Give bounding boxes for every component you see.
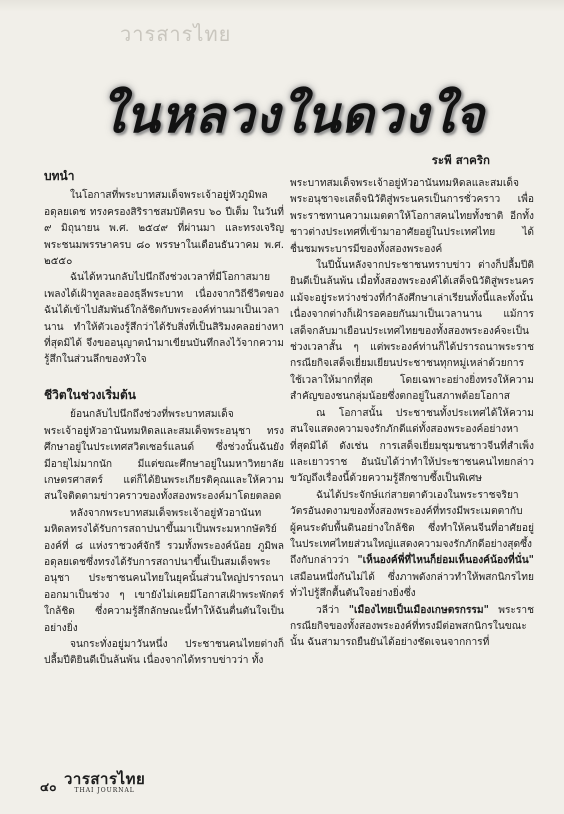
quote-siblings: "เห็นองค์พี่ที่ไหนก็ย่อมเห็นองค์น้องที่นั่น" xyxy=(357,555,534,567)
early-life-paragraph-3: จนกระทั่งอยู่มาวันหนึ่ง ประชาชนคนไทยต่างก็ปลื้มปีติยินดีเป็นล้นพ้น เนื่องจากได้ทราบข่าวว่า ทั้ง xyxy=(44,638,284,667)
author-byline: ระพี สาคริก xyxy=(431,153,490,167)
quote-agriculture: "เมืองไทยเป็นเมืองเกษตรกรรม" xyxy=(348,604,489,616)
left-column xyxy=(44,168,284,670)
right-paragraph-3: ณ โอกาสนั้น ประชาชนทั้งประเทศได้ให้ความสนใจแสดงความจงรักภักดีแด่ทั้งสองพระองค์อย่างหาที่สุดมิได้ ดังเช่น การเสด็จเยี่ยมชุมชนชาวจีนที่สำเพ็งและเยาวราช อันนับได้ว่าทำให้ประชาชนคนไทยกล่าวขวัญถึงเรื่องนี้ด้วยความรู้สึกซาบซึ้งเป็นพิเศษ xyxy=(290,407,534,485)
early-life-paragraph-1: ย้อนกลับไปนึกถึงช่วงที่พระบาทสมเด็จพระเจ้าอยู่หัวอานันทมหิดลและสมเด็จพระอนุชา ทรงศึกษาอยู่ในประเทศสวิตเซอร์แลนด์ ซึ่งช่วงนั้นฉันยังมีอายุไม่มากนัก มีแต่ขณะศึกษาอยู่ในมหาวิทยาลัยเกษตรศาสตร์ แต่ก็ได้ยินพระเกียรติคุณและให้ความสนใจติดตามข่าวคราวของทั้งสองพระองค์มาโดยตลอด xyxy=(44,409,284,503)
article-title: ในหลวงในดวงใจ xyxy=(100,85,485,144)
ghost-header-text: วารสารไทย xyxy=(120,22,232,46)
p4-text-b: เสมือนหนึ่งกันไม่ได้ ซึ่งภาพดังกล่าวทำให้พสกนิกรไทยทั่วไปรู้สึกตื้นตันใจอย่างยิ่งซึ่ง xyxy=(290,571,534,600)
early-life-paragraph-2: หลังจากพระบาทสมเด็จพระเจ้าอยู่หัวอานันทมหิดลทรงได้รับการสถาปนาขึ้นมาเป็นพระมหากษัตริย์องค์ที่ ๘ แห่งราชวงศ์จักรี รวมทั้งพระองค์น้อย ภูมิพลอดุลยเดชซึ่งทรงได้รับการสถาปนาขึ้นเป็นสมเด็จพระอนุชา ประชาชนคนไทยในยุคนั้นส่วนใหญ่ปรารถนาออกมาเป็นช่วง ๆ เขายังไม่เคยมีโอกาสเฝ้าพระพักตร์ใกล้ชิด ซึ่งความรู้สึกลักษณะนี้ทำให้ฉันตื่นตันใจเป็นอย่างยิ่ง xyxy=(44,507,284,634)
top-edge xyxy=(0,0,564,12)
p5-text-b: พระราชกรณียกิจของทั้งสองพระองค์ที่ทรงมีต่อพสกนิกรในขณะนั้น ฉันสามารถยืนยันได้อย่างชัดเจนจากการที่ xyxy=(290,604,534,649)
p5-text-a: วลีว่า xyxy=(316,604,349,616)
right-paragraph-5 xyxy=(290,603,534,652)
intro-paragraph-2: ฉันได้หวนกลับไปนึกถึงช่วงเวลาที่มีโอกาสมายเพลงได้เฝ้าทูลละอองธุลีพระบาท เนื่องจากวิถีชีวิตของฉันได้เข้าไปสัมพันธ์ใกล้ชิดกับพระองค์ท่านมาเป็นเวลานาน ทำให้ตัวเองรู้สึกว่าได้รับสิ่งที่เป็นสิริมงคลอย่างหาที่สุดมิได้ จึงขออนุญาตนำมาเขียนบันทึกลงไว้จากความรู้สึกในส่วนลึกของหัวใจ xyxy=(44,272,284,366)
p4-text-a: ฉันได้ประจักษ์แก่สายตาตัวเองในพระราชจริยาวัตรอันงดงามของทั้งสองพระองค์ที่ทรงมีพระเมตตากับผู้คนระดับพื้นดินอย่างใกล้ชิด ซึ่งทำให้คนจีนที่อาศัยอยู่ในประเทศไทยส่วนใหญ่แสดงความจงรักภักดีอย่างสุดซึ้ง ถึงกับกล่าวว่า xyxy=(290,489,534,567)
magazine-logo xyxy=(64,772,145,794)
intro-heading: บทนำ xyxy=(44,169,75,183)
right-paragraph-2: ในปีนั้นหลังจากประชาชนทราบข่าว ต่างก็ปลื้มปีติยินดีเป็นล้นพ้น เมื่อทั้งสองพระองค์ได้เสด็จนิวัติสู่พระนคร แม้จะอยู่ระหว่างช่วงที่กำลังศึกษาเล่าเรียนทั้งนี้และทั้งนั้นเนื่องจากต่างก็เฝ้ารอคอยกันมาเป็นเวลานาน แม้การเสด็จกลับมาเยือนประเทศไทยของทั้งสองพระองค์จะเป็นช่วงเวลาสั้น ๆ แต่พระองค์ท่านก็ได้ปรารถนาพระราชกรณียกิจเสด็จเยี่ยมเยียนประชาชนทุกหมู่เหล่าด้วยการใช้เวลาให้มากที่สุด โดยเฉพาะอย่างยิ่งทรงให้ความสำคัญของชนกลุ่มน้อยซึ่งตกอยู่ในสภาพด้อยโอกาส xyxy=(290,260,534,403)
magazine-name-thai: วารสารไทย xyxy=(64,770,146,788)
page-number: ๔๐ xyxy=(40,780,57,794)
intro-paragraph-1: ในโอกาสที่พระบาทสมเด็จพระเจ้าอยู่หัวภูมิพลอดุลยเดช ทรงครองสิริราชสมบัติครบ ๖๐ ปีเต็ม ในวันที่ ๙ มิถุนายน พ.ศ. ๒๕๔๙ ที่ผ่านมา และทรงเจริญพระชนมพรรษาครบ ๘๐ พรรษาในเดือนธันวาคม พ.ศ. ๒๕๕๐ xyxy=(44,190,284,268)
right-paragraph-4 xyxy=(290,488,534,603)
magazine-name-english: THAI JOURNAL xyxy=(74,787,135,794)
early-life-heading: ชีวิตในช่วงเริ่มต้น xyxy=(44,387,136,402)
right-paragraph-1: พระบาทสมเด็จพระเจ้าอยู่หัวอานันทมหิดลและสมเด็จพระอนุชาจะเสด็จนิวัติสู่พระนครเป็นการชั่วคราว เพื่อพระราชทานความเมตตาให้โอกาสคนไทยทั้งชาติ อีกทั้งชาวต่างประเทศที่เข้ามาอาศัยอยู่ในประเทศไทย ได้ชื่นชมพระบารมีของทั้งสองพระองค์ xyxy=(290,178,534,255)
right-column xyxy=(290,176,534,652)
